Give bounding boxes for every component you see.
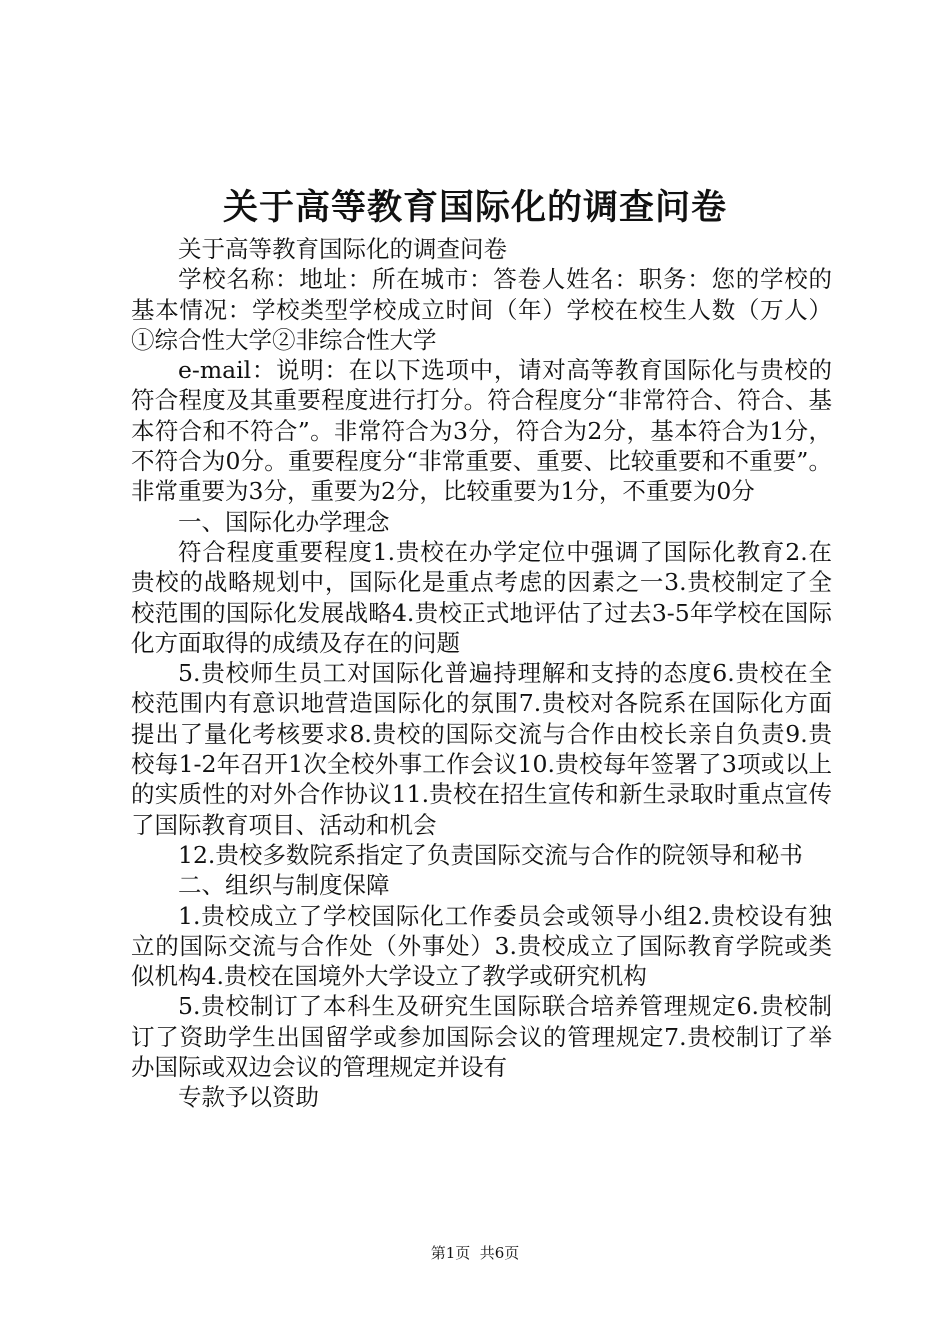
paragraph-subtitle: 关于高等教育国际化的调查问卷: [178, 235, 507, 263]
paragraph-org-items-1-4: 1.贵校成立了学校国际化工作委员会或领导小组2.贵校设有独立的国际交流与合作处（外事处）3.贵校成立了国际教育学院或类似机构4.贵校在国境外大学设立了教学或研究机构: [131, 901, 832, 991]
paragraph-instructions: e-mail：说明：在以下选项中，请对高等教育国际化与贵校的符合程度及其重要程度进行打分。符合程度分“非常符合、符合、基本符合和不符合”。非常符合为3分，符合为2分，基本符合为1分，不符合为0分。重要程度分“非常重要、重要、比较重要和不重要”。非常重要为3分，重要为2分，比较重要为1分，不重要为0分: [131, 356, 832, 506]
paragraph-items-5-11: 5.贵校师生员工对国际化普遍持理解和支持的态度6.贵校在全校范围内有意识地营造国际化的氛围7.贵校对各院系在国际化方面提出了量化考核要求8.贵校的国际交流与合作由校长亲自负责9.贵校每1-2年召开1次全校外事工作会议10.贵校每年签署了3项或以上的实质性的对外合作协议11.贵校在招生宣传和新生录取时重点宣传了国际教育项目、活动和机会: [131, 659, 832, 839]
page-footer: 第1页 共6页: [430, 1244, 520, 1262]
document-body: [131, 234, 832, 1113]
section-heading-organization: 二、组织与制度保障: [178, 871, 390, 900]
paragraph-org-items-5-7: 5.贵校制订了本科生及研究生国际联合培养管理规定6.贵校制订了资助学生出国留学或参加国际会议的管理规定7.贵校制订了举办国际或双边会议的管理规定并设有: [131, 992, 832, 1082]
document-title: 关于高等教育国际化的调查问卷: [222, 187, 727, 228]
paragraph-items-1-4: 符合程度重要程度1.贵校在办学定位中强调了国际化教育2.在贵校的战略规划中，国际化是重点考虑的因素之一3.贵校制定了全校范围的国际化发展战略4.贵校正式地评估了过去3-5年学校在国际化方面取得的成绩及存在的问题: [131, 537, 832, 657]
section-heading-philosophy: 一、国际化办学理念: [178, 507, 390, 536]
paragraph-funding: 专款予以资助: [178, 1083, 319, 1112]
paragraph-school-info: 学校名称：地址：所在城市：答卷人姓名：职务：您的学校的基本情况：学校类型学校成立时间（年）学校在校生人数（万人）①综合性大学②非综合性大学: [131, 265, 832, 354]
paragraph-item-12: 12.贵校多数院系指定了负责国际交流与合作的院领导和秘书: [178, 840, 803, 869]
